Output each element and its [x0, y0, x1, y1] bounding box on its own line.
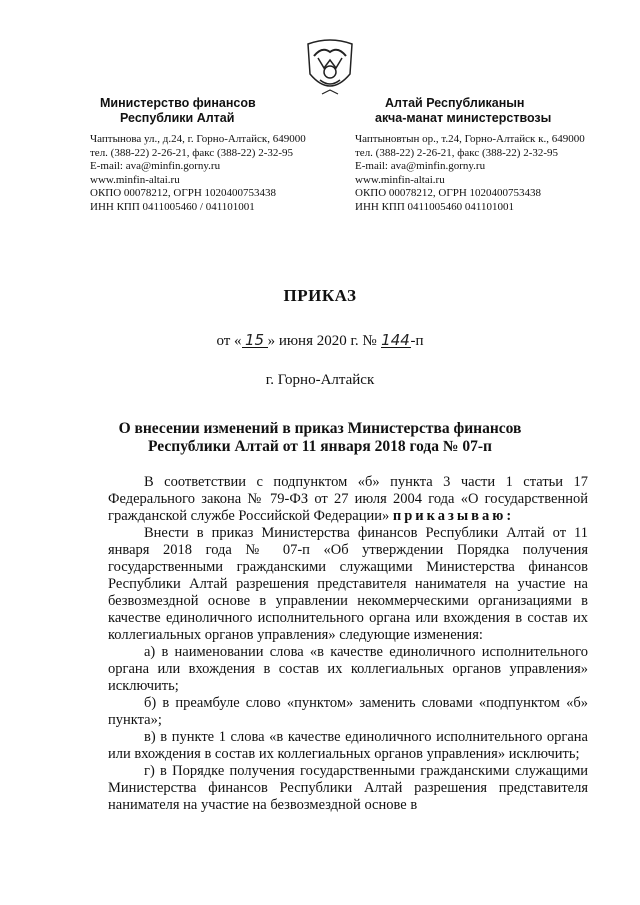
- handwritten-order-number: 144: [381, 331, 410, 349]
- inn-alt: ИНН КПП 0411005460 041101001: [355, 200, 514, 213]
- order-date-line: [0, 333, 640, 350]
- phone-alt: тел. (388-22) 2-26-21, факс (388-22) 2-32-95: [355, 146, 559, 159]
- website-alt: www.minfin-altai.ru: [355, 173, 445, 186]
- ministry-name-ru-line2: Республики Алтай: [120, 111, 235, 125]
- address-ru: Чаптынова ул., д.24, г. Горно-Алтайск, 649000: [90, 133, 306, 145]
- phone-ru: тел. (388-22) 2-26-21, факс (388-22) 2-32-95: [90, 146, 294, 159]
- email-ru: E-mail: ava@minfin.gorny.ru: [90, 160, 221, 172]
- date-prefix: от «: [216, 333, 242, 349]
- coat-of-arms-emblem-icon: [300, 36, 360, 102]
- ministry-name-ru-line1: Министерство финансов: [100, 96, 256, 110]
- ministry-name-alt-line1: Алтай Республиканын: [385, 96, 525, 110]
- header-right-block: [355, 96, 605, 214]
- subject-line1: О внесении изменений в приказ Министерства финансов: [118, 420, 522, 437]
- order-body: [108, 474, 588, 814]
- paragraph-item-a: а) в наименовании слова «в качестве единоличного исполнительного органа или вхождения в состав их коллегиальных органов управления» исключить;: [108, 644, 588, 694]
- city-line: г. Горно-Алтайск: [265, 372, 375, 388]
- paragraph-item-g: г) в Порядке получения государственными гражданскими служащими Министерства финансов Республики Алтай разрешения представителя нанимателя на участие на безвозмездной основе в: [108, 763, 588, 813]
- preamble-text: В соответствии с подпунктом «б» пункта 3 части 1 статьи 17 Федерального закона № 79-ФЗ от 27 июля 2004 года «О государственной гражданской службе Российской Федерации»: [108, 474, 588, 524]
- website-ru: www.minfin-altai.ru: [90, 173, 180, 186]
- inn-ru: ИНН КПП 0411005460 / 041101001: [90, 200, 255, 213]
- okpo-ru: ОКПО 00078212, ОГРН 1020400753438: [90, 187, 277, 199]
- handwritten-day: 15: [242, 333, 268, 348]
- paragraph-item-v: в) в пункте 1 слова «в качестве единоличного исполнительного органа или вхождения в состав их коллегиальных органов управления» исключить;: [108, 729, 588, 762]
- order-subject: [0, 420, 640, 456]
- number-suffix: -п: [410, 333, 424, 349]
- paragraph-main: Внести в приказ Министерства финансов Республики Алтай от 11 января 2018 года № 07-п «Об утверждении Порядка получения государственными гражданскими служащими Министерства финансов Республики Алтай разрешения представителя нанимателя на участие на безвозмездной основе в управлении некоммерческими организациями в качестве единоличного исполнительного органа или вхождения в состав их коллегиальных органов управления» следующие изменения:: [108, 525, 588, 643]
- address-alt: Чаптыновтын ор., т.24, Горно-Алтайск к., 649000: [355, 133, 585, 145]
- document-title: ПРИКАЗ: [283, 286, 357, 305]
- paragraph-item-b: б) в преамбуле слово «пунктом» заменить словами «подпунктом «б» пункта»;: [108, 695, 588, 728]
- ministry-name-alt-line2: акча-манат министерствозы: [375, 111, 552, 125]
- paragraph-preamble: [108, 474, 588, 525]
- header-left-block: [90, 96, 340, 214]
- subject-line2: Республики Алтай от 11 января 2018 года № 07-п: [148, 438, 492, 455]
- order-word: приказываю:: [392, 508, 515, 524]
- date-middle: » июня 2020 г. №: [267, 333, 377, 349]
- okpo-alt: ОКПО 00078212, ОГРН 1020400753438: [355, 187, 542, 199]
- email-alt: E-mail: ava@minfin.gorny.ru: [355, 160, 486, 172]
